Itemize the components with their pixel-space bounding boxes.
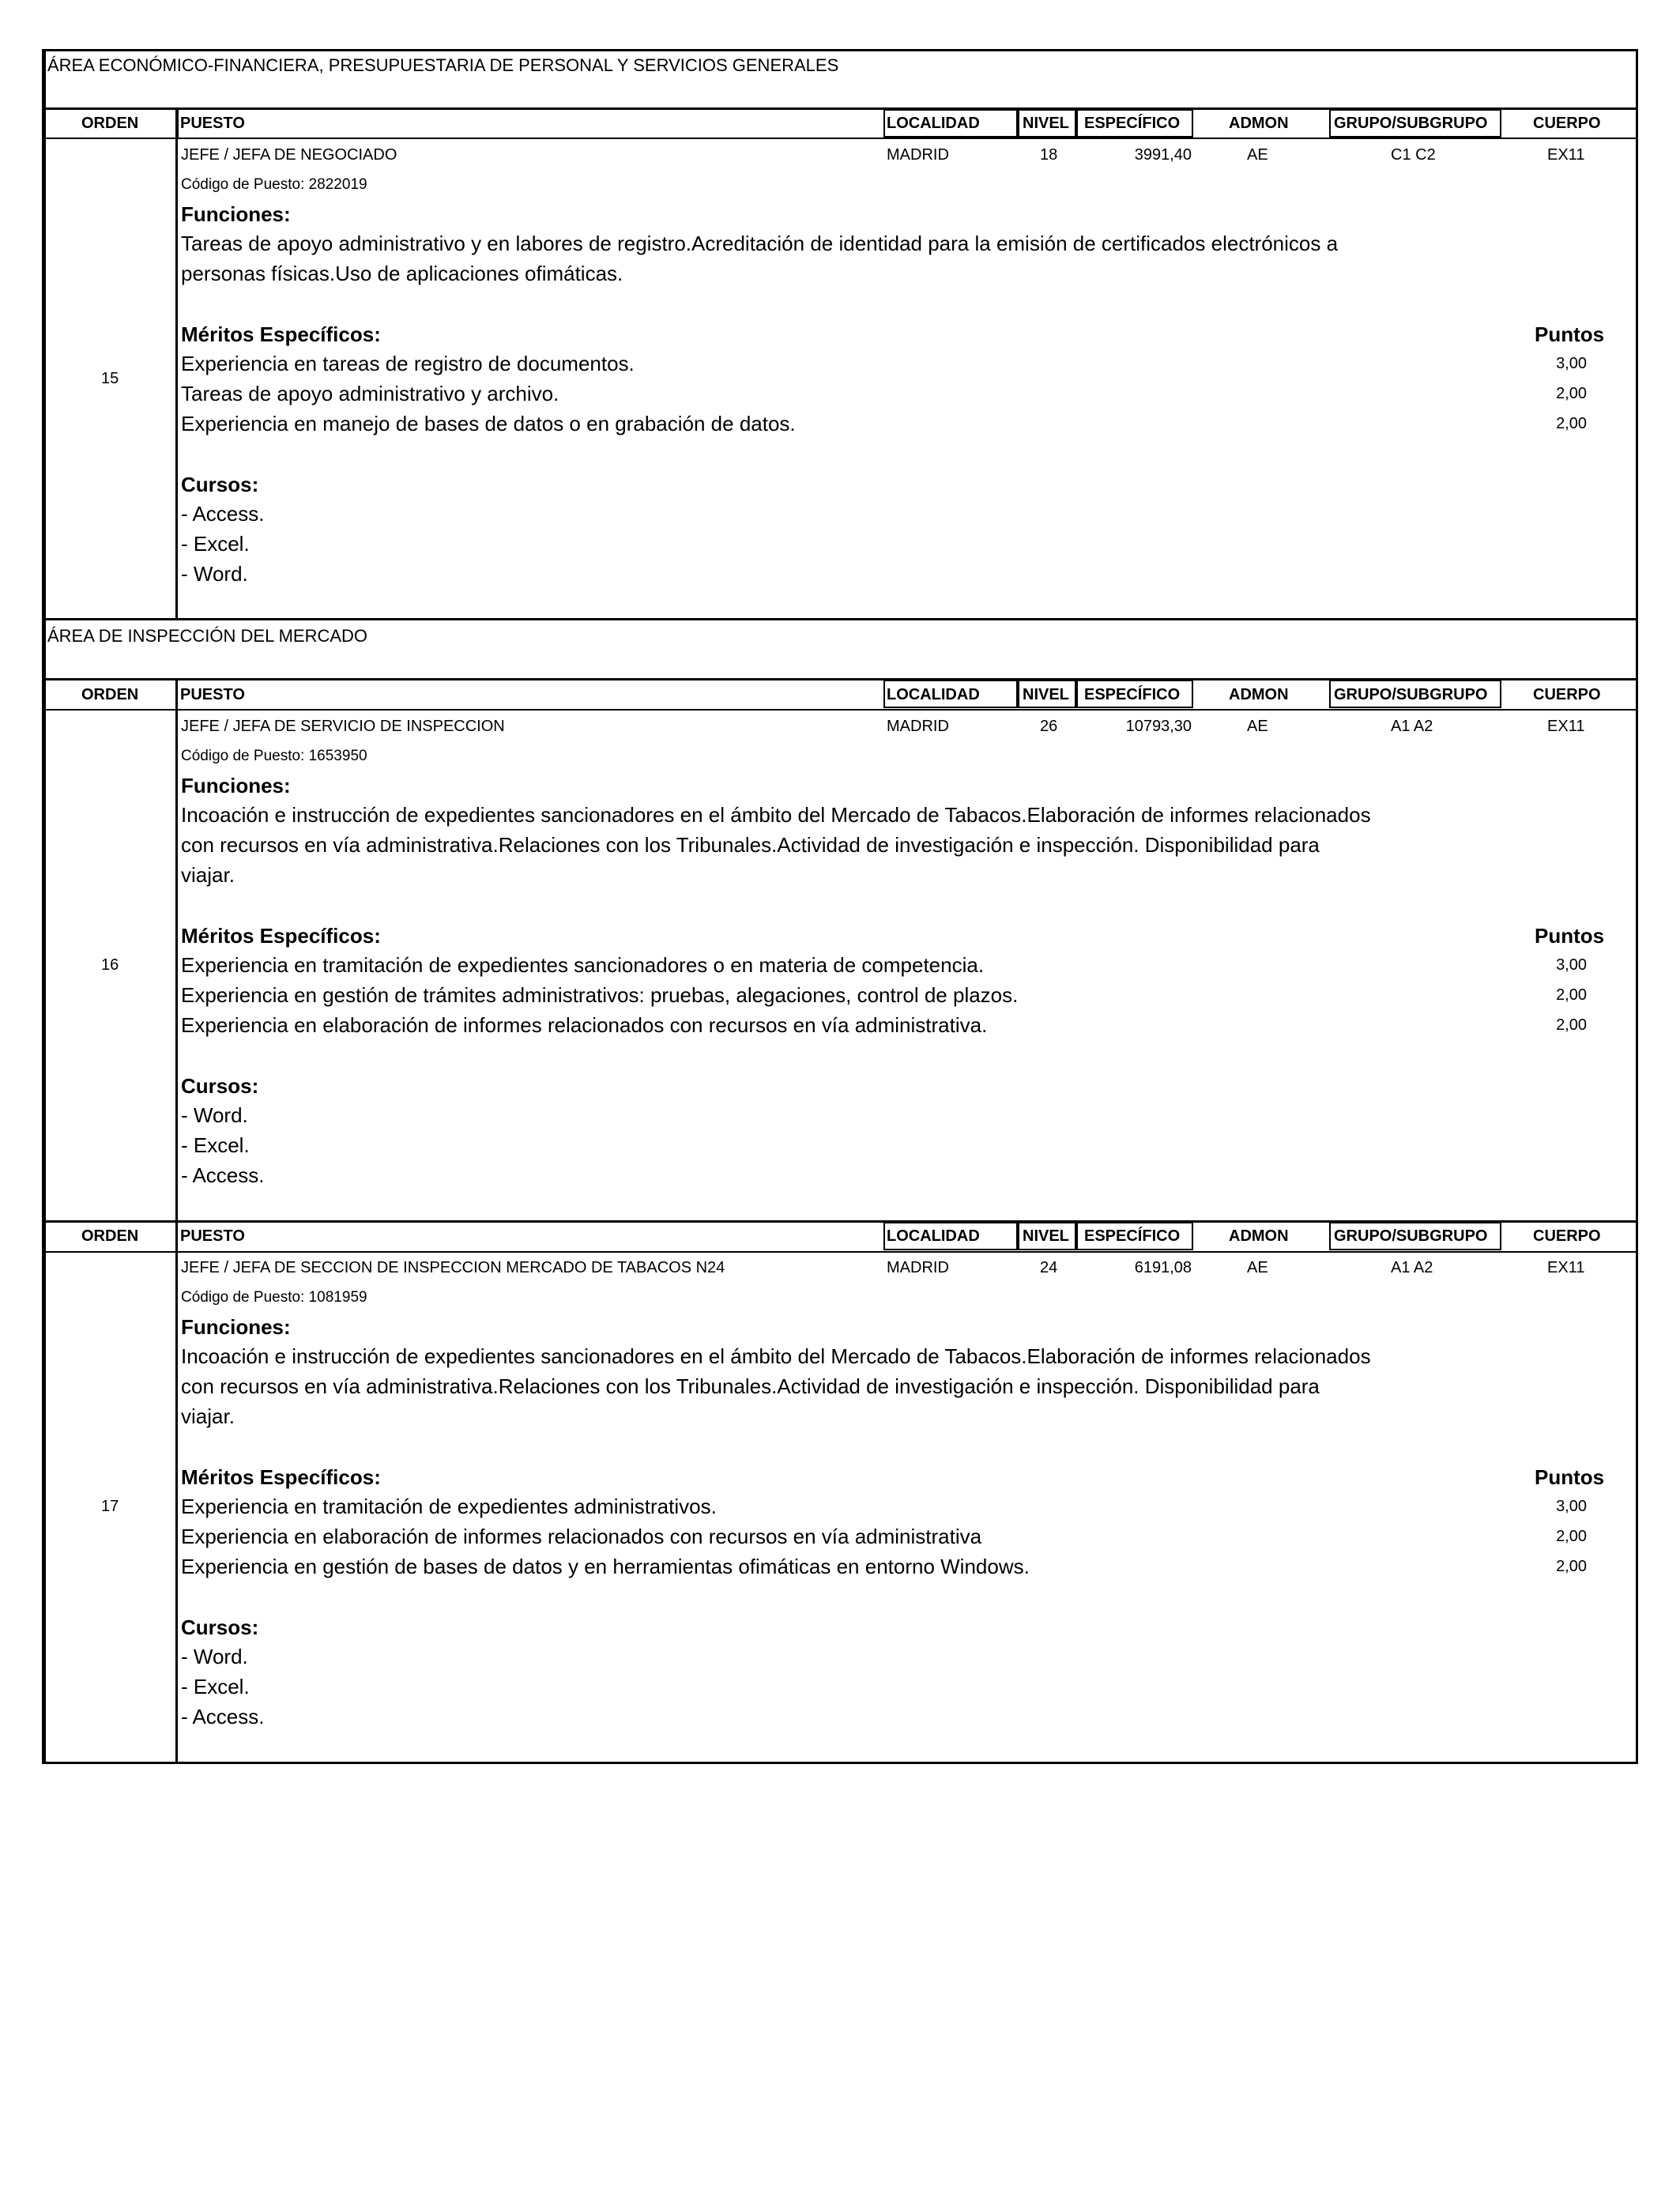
admon-value: AE [1247, 1259, 1268, 1276]
funciones-label: Funciones: [181, 774, 291, 797]
header-puesto: PUESTO [180, 686, 245, 703]
cuerpo-value: EX11 [1547, 146, 1585, 164]
header-especifico: ESPECÍFICO [1084, 1227, 1181, 1245]
header-localidad: LOCALIDAD [887, 115, 980, 132]
nivel-value: 26 [1040, 718, 1058, 735]
cursos-label: Cursos: [181, 1074, 259, 1098]
puntos-label: Puntos [1535, 1465, 1605, 1489]
divider [43, 618, 1637, 620]
codigo-puesto: Código de Puesto: 2822019 [181, 176, 367, 193]
merito-puntos: 2,00 [1556, 385, 1587, 402]
especifico-value: 6191,08 [1134, 1259, 1192, 1276]
orden-value: 15 [101, 370, 119, 387]
header-nivel: NIVEL [1023, 1227, 1069, 1245]
funciones-label: Funciones: [181, 202, 291, 226]
header-orden: ORDEN [81, 686, 139, 703]
puntos-label: Puntos [1535, 322, 1605, 346]
cuerpo-value: EX11 [1547, 718, 1585, 735]
header-orden: ORDEN [81, 1227, 139, 1245]
cursos-list: - Access. - Excel. - Word. [181, 502, 265, 586]
merito-puntos: 2,00 [1556, 986, 1587, 1004]
codigo-puesto: Código de Puesto: 1081959 [181, 1289, 367, 1306]
especifico-value: 3991,40 [1134, 146, 1192, 164]
header-cuerpo: CUERPO [1533, 686, 1601, 703]
header-puesto: PUESTO [180, 115, 245, 132]
meritos-list: Experiencia en tareas de registro de documentos. Tareas de apoyo administrativo y archivo. Experiencia en manejo de bases de datos o en grabación de datos. [181, 352, 796, 435]
merito-puntos: 2,00 [1556, 1016, 1587, 1034]
funciones-text: Tareas de apoyo administrativo y en labores de registro.Acreditación de identidad para la emisión de certificados electrónicos a personas físicas.Uso de aplicaciones ofimáticas. [181, 232, 1339, 285]
merito-puntos: 2,00 [1556, 1558, 1587, 1575]
cursos-label: Cursos: [181, 1615, 259, 1639]
cursos-label: Cursos: [181, 473, 259, 496]
cursos-list: - Word. - Excel. - Access. [181, 1645, 265, 1728]
grupo-value: C1 C2 [1391, 146, 1436, 164]
meritos-list: Experiencia en tramitación de expedientes administrativos. Experiencia en elaboración de informes relacionados con recursos en vía administrativa Experiencia en gestión de bases de datos y en herramientas ofimáticas en entorno Windows. [181, 1495, 1030, 1578]
area-title: ÁREA DE INSPECCIÓN DEL MERCADO [47, 626, 368, 646]
header-especifico: ESPECÍFICO [1084, 686, 1181, 703]
header-localidad: LOCALIDAD [887, 686, 980, 703]
grupo-value: A1 A2 [1391, 718, 1433, 735]
header-puesto: PUESTO [180, 1227, 245, 1245]
localidad-value: MADRID [887, 146, 949, 164]
grupo-value: A1 A2 [1391, 1259, 1433, 1276]
merito-puntos: 3,00 [1556, 956, 1587, 974]
admon-value: AE [1247, 146, 1268, 164]
puesto-value: JEFE / JEFA DE SERVICIO DE INSPECCION [181, 718, 505, 735]
funciones-text: Incoación e instrucción de expedientes sancionadores en el ámbito del Mercado de Tabacos.Elaboración de informes relacionados con recursos en vía administrativa.Relaciones con los Tribunales.Actividad de investigación e inspección. Disponibilidad para viajar. [181, 803, 1371, 887]
header-admon: ADMON [1229, 686, 1289, 703]
puesto-value: JEFE / JEFA DE SECCION DE INSPECCION MERCADO DE TABACOS N24 [181, 1259, 725, 1276]
localidad-value: MADRID [887, 718, 949, 735]
header-grupo: GRUPO/SUBGRUPO [1334, 686, 1488, 703]
header-admon: ADMON [1229, 115, 1289, 132]
puesto-value: JEFE / JEFA DE NEGOCIADO [181, 146, 397, 164]
orden-value: 17 [101, 1498, 119, 1515]
column-divider [175, 107, 178, 620]
merito-puntos: 3,00 [1556, 355, 1587, 372]
localidad-value: MADRID [887, 1259, 949, 1276]
admon-value: AE [1247, 718, 1268, 735]
funciones-label: Funciones: [181, 1315, 291, 1339]
header-cuerpo: CUERPO [1533, 115, 1601, 132]
meritos-label: Méritos Específicos: [181, 924, 381, 948]
header-grupo: GRUPO/SUBGRUPO [1334, 115, 1488, 132]
especifico-value: 10793,30 [1125, 718, 1192, 735]
header-admon: ADMON [1229, 1227, 1289, 1245]
header-nivel: NIVEL [1023, 115, 1069, 132]
puntos-label: Puntos [1535, 924, 1605, 948]
meritos-label: Méritos Específicos: [181, 322, 381, 346]
nivel-value: 24 [1040, 1259, 1058, 1276]
merito-puntos: 2,00 [1556, 1528, 1587, 1545]
header-localidad: LOCALIDAD [887, 1227, 980, 1245]
codigo-puesto: Código de Puesto: 1653950 [181, 748, 367, 764]
orden-value: 16 [101, 956, 119, 974]
header-especifico: ESPECÍFICO [1084, 115, 1181, 132]
merito-puntos: 3,00 [1556, 1498, 1587, 1515]
meritos-label: Méritos Específicos: [181, 1465, 381, 1489]
cursos-list: - Word. - Excel. - Access. [181, 1103, 265, 1187]
header-nivel: NIVEL [1023, 686, 1069, 703]
meritos-list: Experiencia en tramitación de expedientes sancionadores o en materia de competencia. Experiencia en gestión de trámites administrativos: pruebas, alegaciones, control de plazos. Experiencia en elaboración de informes relacionados con recursos en vía administrativa. [181, 953, 1019, 1037]
header-orden: ORDEN [81, 115, 139, 132]
header-cuerpo: CUERPO [1533, 1227, 1601, 1245]
funciones-text: Incoación e instrucción de expedientes sancionadores en el ámbito del Mercado de Tabacos.Elaboración de informes relacionados con recursos en vía administrativa.Relaciones con los Tribunales.Actividad de investigación e inspección. Disponibilidad para viajar. [181, 1344, 1371, 1428]
area-title: ÁREA ECONÓMICO-FINANCIERA, PRESUPUESTARIA DE PERSONAL Y SERVICIOS GENERALES [47, 55, 839, 75]
nivel-value: 18 [1040, 146, 1058, 164]
header-grupo: GRUPO/SUBGRUPO [1334, 1227, 1488, 1245]
merito-puntos: 2,00 [1556, 415, 1587, 432]
cuerpo-value: EX11 [1547, 1259, 1585, 1276]
